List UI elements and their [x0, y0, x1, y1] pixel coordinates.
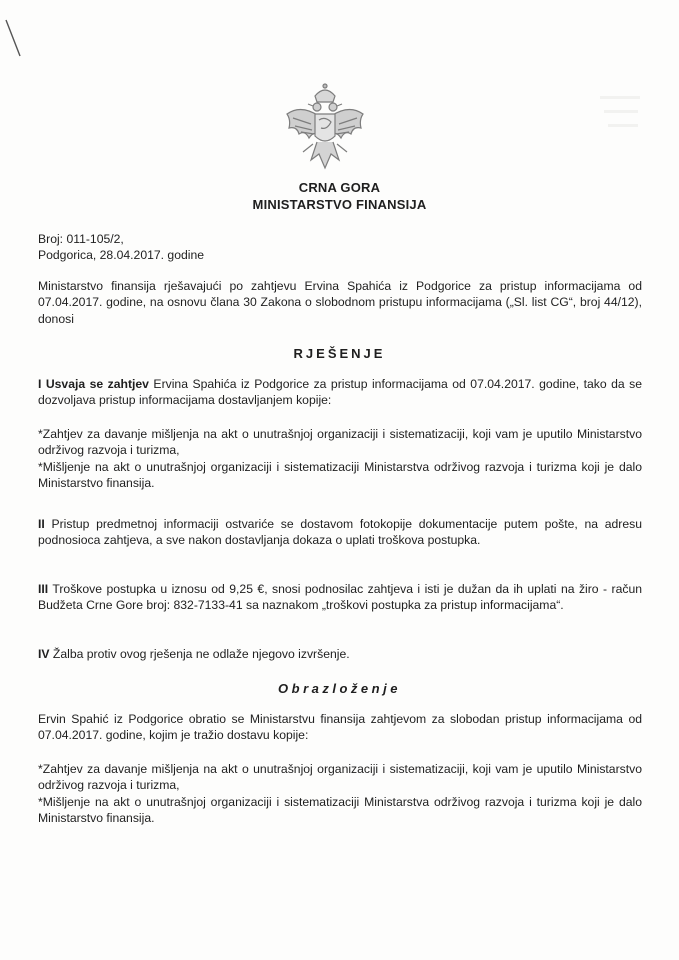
decision-title: RJEŠENJE — [293, 346, 386, 361]
item-1-lead: I Usvaja se zahtjev — [38, 377, 149, 391]
bleed-through-mark — [604, 110, 638, 113]
item-2-lead: II — [38, 517, 45, 531]
scan-mark — [4, 18, 22, 58]
list-2-item: *Zahtjev za davanje mišljenja na akt o unutrašnjoj organizaciji i sistematizaciji, koji vam je uputilo Ministarstvo održivog razvoja i turizma, — [38, 762, 642, 793]
item-2-paragraph — [38, 516, 642, 549]
reasoning-text: Ervin Spahić iz Podgorice obratio se Ministarstvu finansija zahtjevom za slobodan pristup informacijama od 07.04.2017. godine, kojim je tražio dostavu kopije: — [38, 712, 642, 743]
list-2-item: *Mišljenje na akt o unutrašnjoj organizaciji i sistematizaciji Ministarstva održivog razvoja i turizma koji je dalo Ministarstvo finansija. — [38, 794, 642, 825]
list-1-item: *Zahtjev za davanje mišljenja na akt o unutrašnjoj organizaciji i sistematizaciji, koji vam je uputilo Ministarstvo održivog razvoja i turizma, — [38, 427, 642, 458]
item-1-text: Ervina Spahića iz Podgorice za pristup informacijama od 07.04.2017. godine, tako da se dozvoljava pristup informacijama dostavljanjem kopije: — [38, 377, 643, 408]
document-number: Broj: 011-105/2, — [38, 232, 124, 246]
intro-text: Ministarstvo finansija rješavajući po zahtjevu Ervina Spahića iz Podgorice za pristup informacijama od 07.04.2017. godine, na osnovu člana 30 Zakona o slobodnom pristupu informacijama („Sl. list CG“, broj 44/12), donosi — [38, 279, 642, 326]
header-country: CRNA GORA — [298, 180, 381, 195]
list-1-item: *Mišljenje na akt o unutrašnjoj organizaciji i sistematizaciji Ministarstva održivog razvoja i turizma koji je dalo Ministarstvo finansija. — [38, 459, 642, 490]
place-date: Podgorica, 28.04.2017. godine — [38, 248, 205, 262]
item-3-paragraph — [38, 581, 642, 614]
item-4-text: Žalba protiv ovog rješenja ne odlaže njegovo izvršenje. — [49, 647, 350, 661]
coat-of-arms-icon — [281, 82, 369, 174]
item-4-lead: IV — [38, 647, 50, 661]
bleed-through-mark — [600, 96, 640, 99]
intro-paragraph — [38, 278, 642, 327]
header-ministry: MINISTARSTVO FINANSIJA — [252, 197, 427, 212]
bleed-through-mark — [608, 124, 638, 127]
item-2-text: Pristup predmetnoj informaciji ostvariće se dostavom fotokopije dokumentacije putem pošte, na adresu podnosioca zahtjeva, a sve nakon dostavljanja dokaza o uplati troškova postupka. — [38, 517, 642, 548]
reasoning-paragraph — [38, 711, 642, 744]
item-4-paragraph — [38, 646, 642, 662]
item-3-text: Troškove postupka u iznosu od 9,25 €, snosi podnosilac zahtjeva i isti je dužan da ih uplati na žiro - račun Budžeta Crne Gore broj: 832-7133-41 sa naznakom „troškovi postupka za pristup informacijama“. — [38, 582, 642, 613]
list-1 — [38, 426, 642, 491]
reasoning-title: Obrazloženje — [278, 681, 401, 696]
list-2 — [38, 761, 642, 826]
item-1-paragraph — [38, 376, 642, 409]
item-3-lead: III — [38, 582, 49, 596]
